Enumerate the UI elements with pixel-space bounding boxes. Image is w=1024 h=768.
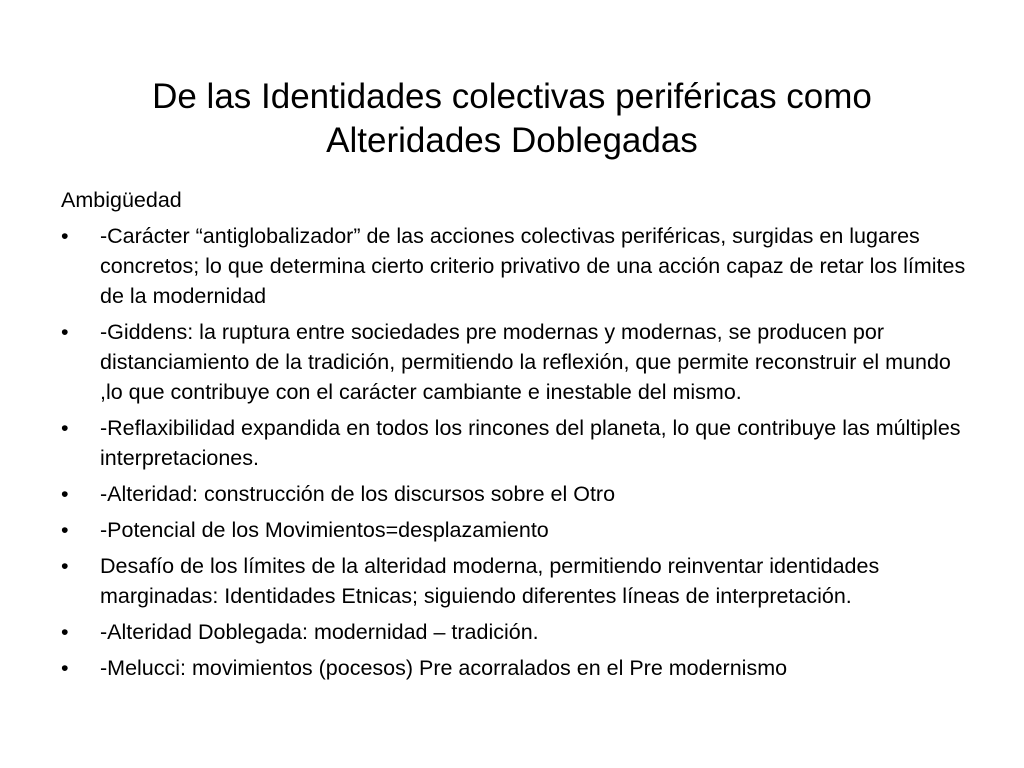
slide-title-line-2: Alteridades Doblegadas [326,121,698,161]
bullet-text: -Giddens: la ruptura entre sociedades pre modernas y modernas, se producen por distanciamiento de la tradición, permitiendo la reflexión, que permite reconstruir el mundo ,lo que contribuye con el carácter cambiante e inestable del mismo. [100,320,951,404]
bullet-item [61,317,966,407]
bullet-icon: • [61,320,69,344]
bullet-icon: • [61,518,69,542]
bullet-text: -Reflaxibilidad expandida en todos los rincones del planeta, lo que contribuye las múltiples interpretaciones. [100,416,961,470]
bullet-text: -Alteridad: construcción de los discursos sobre el Otro [100,482,616,506]
bullet-icon: • [61,416,69,440]
bullet-icon: • [61,554,69,578]
slide-body [61,185,966,689]
bullet-icon: • [61,224,69,248]
bullet-item [61,653,966,683]
bullet-item [61,551,966,611]
bullet-text: -Carácter “antiglobalizador” de las acciones colectivas periféricas, surgidas en lugares concretos; lo que determina cierto criterio privativo de una acción capaz de retar los límites de la modernidad [100,224,966,308]
bullet-icon: • [61,620,69,644]
bullet-item [61,515,966,545]
bullet-text: -Potencial de los Movimientos=desplazamiento [100,518,549,542]
bullet-item [61,413,966,473]
bullet-list [61,221,966,683]
bullet-icon: • [61,482,69,506]
bullet-text: -Alteridad Doblegada: modernidad – tradición. [100,620,539,644]
slide-title-line-1: De las Identidades colectivas periféricas como [152,77,872,117]
lead-text: Ambigüedad [61,188,182,212]
bullet-text: -Melucci: movimientos (pocesos) Pre acorralados en el Pre modernismo [100,656,788,680]
bullet-item [61,221,966,311]
bullet-item [61,617,966,647]
bullet-text: Desafío de los límites de la alteridad moderna, permitiendo reinventar identidades marginadas: Identidades Etnicas; siguiendo diferentes líneas de interpretación. [100,554,880,608]
bullet-icon: • [61,656,69,680]
slide-title [60,75,964,163]
bullet-item [61,479,966,509]
